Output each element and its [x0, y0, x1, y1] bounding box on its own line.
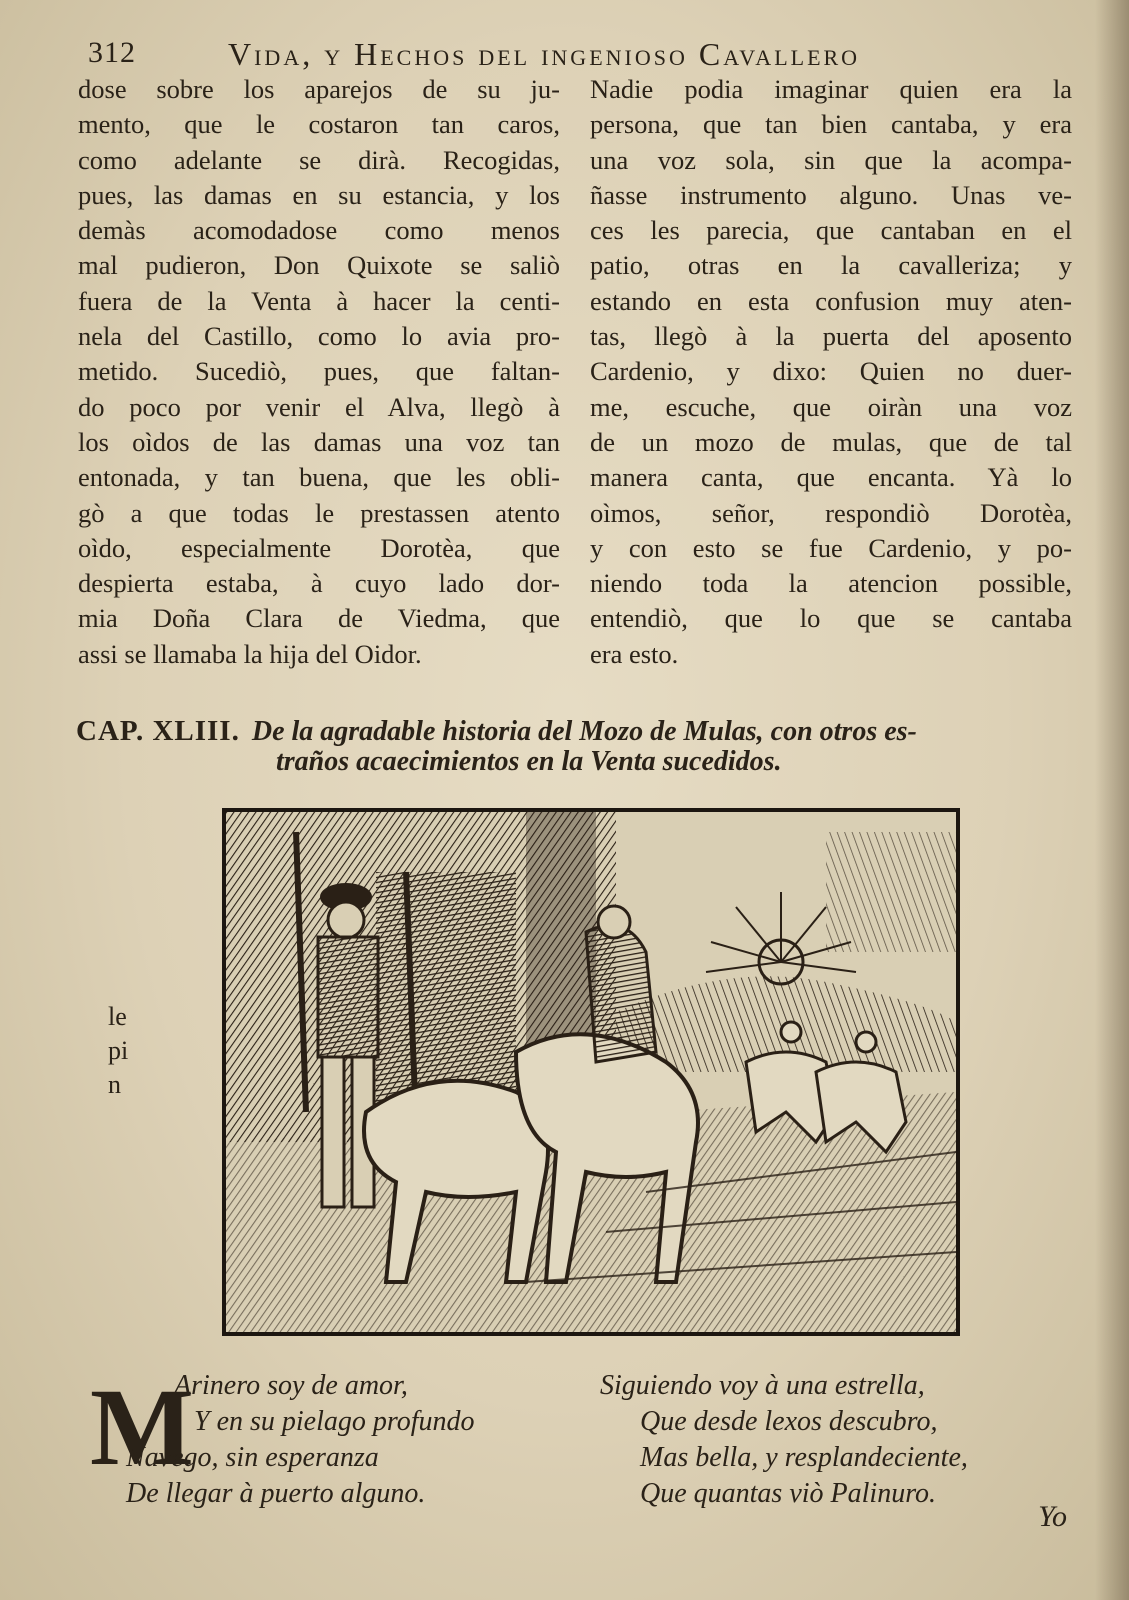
poem-line: Mas bella, y resplandeciente, [640, 1442, 968, 1473]
chapter-title-line-2: traños acaecimientos en la Venta sucedidos. [276, 746, 782, 777]
page-number: 312 [88, 36, 136, 69]
text-line: despierta estaba, à cuyo lado dor- [78, 568, 560, 599]
text-line: estando en esta confusion muy aten- [590, 285, 1072, 316]
text-line: assi se llamaba la hija del Oidor. [78, 638, 422, 669]
woodcut-illustration [222, 808, 960, 1336]
text-line: nela del Castillo, como lo avia pro- [78, 321, 560, 352]
text-line: como adelante se dirà. Recogidas, [78, 144, 560, 175]
text-line: mal pudieron, Don Quixote se saliò [78, 250, 560, 281]
text-line: entendiò, que lo que se cantaba [590, 603, 1072, 634]
poem-line: Que quantas viò Palinuro. [640, 1478, 937, 1509]
text-line: oìmos, señor, respondiò Dorotèa, [590, 497, 1072, 528]
running-head: Vida, y Hechos del ingenioso Cavallero [228, 36, 861, 72]
margin-fragment-line: n [108, 1070, 121, 1099]
text-line: pues, las damas en su estancia, y los [78, 179, 560, 210]
margin-fragment-line: pi [108, 1036, 129, 1065]
chapter-heading [76, 715, 1076, 778]
page-header [88, 36, 1078, 76]
poem-line: Siguiendo voy à una estrella, [600, 1370, 925, 1401]
woodcut-image [226, 812, 956, 1332]
poem-line: Arinero soy de amor, [174, 1370, 408, 1401]
text-line: mento, que le costaron tan caros, [78, 109, 560, 140]
poem-right-stanza [600, 1368, 968, 1512]
text-line: dose sobre los aparejos de su ju- [78, 74, 560, 104]
text-line: era esto. [590, 638, 679, 669]
text-line: Nadie podia imaginar quien era la [590, 74, 1072, 104]
text-line: mia Doña Clara de Viedma, que [78, 603, 560, 634]
poem-line: Y en su pielago profundo [194, 1406, 475, 1437]
text-line: manera canta, que encanta. Yà lo [590, 462, 1072, 493]
text-line: ces les parecia, que cantaban en el [590, 215, 1072, 246]
text-line: los oìdos de las damas una voz tan [78, 426, 560, 457]
text-line: metido. Sucediò, pues, que faltan- [78, 356, 560, 387]
margin-fragment [108, 1000, 128, 1102]
text-line: me, escuche, que oiràn una voz [590, 391, 1072, 422]
text-line: una voz sola, sin que la acompa- [590, 144, 1072, 175]
text-line: do poco por venir el Alva, llegò à [78, 391, 560, 422]
poem-left-stanza [126, 1368, 475, 1512]
left-text-column [78, 72, 560, 672]
text-line: oìdo, especialmente Dorotèa, que [78, 532, 560, 563]
text-line: patio, otras en la cavalleriza; y [590, 250, 1072, 281]
text-line: ñasse instrumento alguno. Unas ve- [590, 179, 1072, 210]
text-line: fuera de la Venta à hacer la centi- [78, 285, 560, 316]
drop-cap: M [90, 1366, 194, 1488]
text-line: y con esto se fue Cardenio, y po- [590, 532, 1072, 563]
page-gutter-shadow [1095, 0, 1129, 1600]
text-line: gò a que todas le prestassen atento [78, 497, 560, 528]
text-line: entonada, y tan buena, que les obli- [78, 462, 560, 493]
right-text-column [590, 72, 1072, 672]
text-line: de un mozo de mulas, que de tal [590, 426, 1072, 457]
catchword: Yo [1038, 1500, 1067, 1533]
text-line: niendo toda la atencion possible, [590, 568, 1072, 599]
poem-line: Que desde lexos descubro, [640, 1406, 938, 1437]
chapter-label: CAP. XLIII. [76, 715, 240, 747]
margin-fragment-line: le [108, 1002, 127, 1031]
text-line: demàs acomodadose como menos [78, 215, 560, 246]
poem-line: Navego, sin esperanza [126, 1442, 379, 1473]
text-line: Cardenio, y dixo: Quien no duer- [590, 356, 1072, 387]
poem-line: De llegar à puerto alguno. [126, 1478, 426, 1509]
text-line: persona, que tan bien cantaba, y era [590, 109, 1072, 140]
chapter-title-line-1: De la agradable historia del Mozo de Mulas, con otros es- [251, 716, 917, 747]
text-line: tas, llegò à la puerta del aposento [590, 321, 1072, 352]
